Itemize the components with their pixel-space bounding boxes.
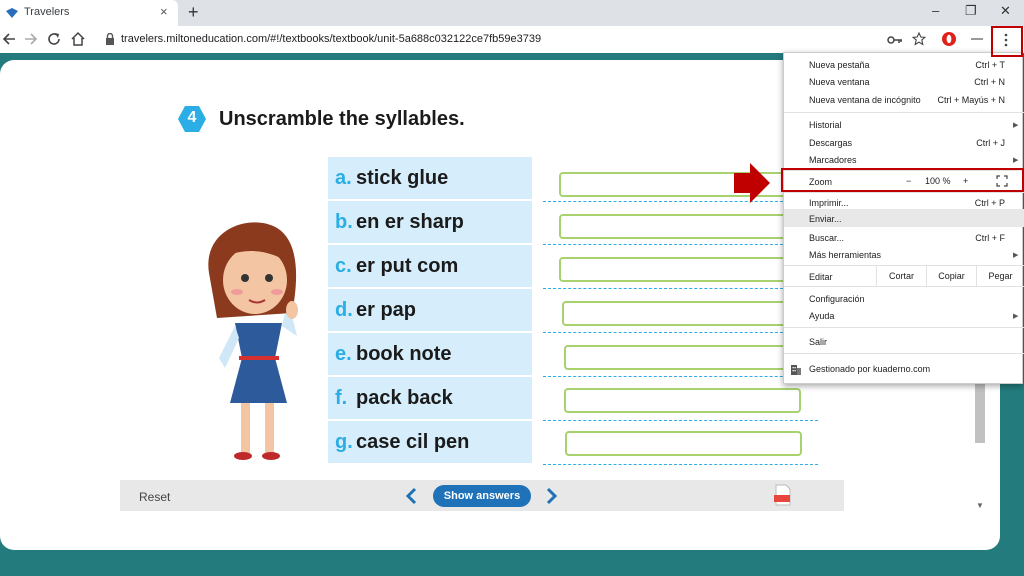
menu-item-edit: Editar — [809, 272, 833, 282]
shortcut-print: Ctrl + P — [974, 198, 1005, 208]
item-letter: g. — [335, 431, 353, 453]
opera-extension-icon[interactable] — [941, 31, 957, 47]
scroll-down-arrow-icon[interactable]: ▼ — [976, 501, 984, 510]
shortcut-new-window: Ctrl + N — [974, 77, 1005, 87]
extension-icon[interactable] — [970, 33, 984, 45]
answer-input-g[interactable] — [565, 431, 802, 456]
item-words: case cil pen — [356, 431, 470, 453]
menu-divider — [784, 192, 1024, 193]
item-words: er put com — [356, 255, 459, 277]
word-item-a — [328, 157, 532, 199]
zoom-out-button[interactable]: − — [906, 176, 912, 186]
travelers-favicon-icon — [6, 8, 18, 18]
back-arrow-icon[interactable] — [1, 31, 17, 47]
menu-item-managed[interactable]: Gestionado por kuaderno.com — [809, 364, 931, 374]
answer-input-d[interactable] — [562, 301, 792, 326]
answer-input-c[interactable] — [559, 257, 789, 282]
submenu-arrow-icon: ▶ — [1013, 157, 1019, 164]
exercise-title: Unscramble the syllables. — [219, 108, 465, 130]
menu-item-settings[interactable]: Configuración — [809, 294, 865, 304]
lock-icon — [105, 33, 115, 45]
menu-item-print[interactable]: Imprimir... — [809, 198, 849, 208]
answer-input-b[interactable] — [559, 214, 789, 239]
address-bar[interactable]: travelers.miltoneducation.com/#!/textbooks/textbook/unit-5a688c032122ce7fb59e3739 — [121, 33, 542, 45]
paste-button[interactable]: Pegar — [976, 266, 1024, 286]
item-words: stick glue — [356, 167, 449, 189]
item-words: pack back — [356, 387, 453, 409]
menu-item-downloads[interactable]: Descargas — [809, 138, 853, 148]
answer-underline — [543, 288, 783, 289]
close-window-button[interactable]: ✕ — [1000, 3, 1011, 18]
exercise-number: 4 — [187, 109, 197, 126]
zoom-in-button[interactable]: + — [963, 176, 969, 186]
browser-main-menu — [783, 52, 1023, 384]
key-icon[interactable] — [887, 34, 903, 46]
copy-button[interactable]: Copiar — [926, 266, 976, 286]
shortcut-incognito: Ctrl + Mayús + N — [937, 95, 1005, 105]
maximize-button[interactable]: ❐ — [965, 3, 977, 18]
zoom-highlight-box — [781, 168, 1024, 192]
submenu-arrow-icon: ▶ — [1013, 252, 1019, 259]
tab-close-icon[interactable]: × — [160, 4, 168, 19]
girl-illustration — [197, 208, 322, 463]
shortcut-downloads: Ctrl + J — [976, 138, 1005, 148]
word-item-e — [328, 333, 532, 375]
shortcut-find: Ctrl + F — [975, 233, 1005, 243]
next-chevron-icon[interactable] — [544, 487, 558, 505]
menu-item-history[interactable]: Historial — [809, 120, 842, 130]
word-item-g — [328, 421, 532, 463]
menu-item-find[interactable]: Buscar... — [809, 233, 845, 243]
new-tab-button[interactable]: + — [188, 2, 199, 22]
menu-item-new-tab[interactable]: Nueva pestaña — [809, 60, 870, 70]
pdf-icon[interactable] — [773, 484, 793, 506]
building-icon — [790, 363, 802, 375]
word-item-f — [328, 377, 532, 419]
answer-underline — [543, 464, 818, 465]
item-letter: e. — [335, 343, 352, 365]
home-icon[interactable] — [70, 31, 86, 47]
menu-item-incognito[interactable]: Nueva ventana de incógnito — [809, 95, 921, 105]
item-letter: b. — [335, 211, 353, 233]
menu-divider — [784, 286, 1024, 287]
menu-item-bookmarks[interactable]: Marcadores — [809, 155, 857, 165]
item-letter: c. — [335, 255, 352, 277]
submenu-arrow-icon: ▶ — [1013, 313, 1019, 320]
item-words: en er sharp — [356, 211, 464, 233]
bookmark-star-icon[interactable] — [912, 32, 926, 46]
answer-underline — [543, 332, 783, 333]
word-item-b — [328, 201, 532, 243]
word-item-c — [328, 245, 532, 287]
menu-item-help[interactable]: Ayuda — [809, 311, 835, 321]
red-pointer-arrow-icon — [734, 163, 770, 203]
answer-input-e[interactable] — [564, 345, 800, 370]
item-letter: f. — [335, 387, 348, 409]
reset-button[interactable]: Reset — [139, 490, 171, 504]
tab-title: Travelers — [24, 6, 70, 18]
item-letter: d. — [335, 299, 353, 321]
item-letter: a. — [335, 167, 352, 189]
answer-underline — [543, 244, 783, 245]
word-item-d — [328, 289, 532, 331]
zoom-level: 100 % — [925, 176, 951, 186]
menu-divider — [784, 327, 1024, 328]
tab-strip — [0, 0, 1024, 26]
answer-underline — [543, 376, 818, 377]
page-scrollbar[interactable] — [975, 383, 985, 443]
cut-button[interactable]: Cortar — [876, 266, 926, 286]
browser-tab[interactable] — [0, 0, 178, 26]
kebab-highlight-box — [991, 26, 1023, 57]
shortcut-new-tab: Ctrl + T — [975, 60, 1005, 70]
menu-item-zoom: Zoom — [809, 177, 833, 187]
menu-item-new-window[interactable]: Nueva ventana — [809, 77, 870, 87]
menu-divider — [784, 353, 1024, 354]
reload-icon[interactable] — [46, 31, 62, 47]
forward-arrow-icon[interactable] — [23, 31, 39, 47]
submenu-arrow-icon: ▶ — [1013, 122, 1019, 129]
menu-divider — [784, 112, 1024, 113]
menu-item-cast[interactable]: Enviar... — [809, 214, 842, 224]
answer-underline — [543, 420, 818, 421]
answer-input-f[interactable] — [564, 388, 801, 413]
item-words: book note — [356, 343, 452, 365]
menu-item-exit[interactable]: Salir — [809, 337, 828, 347]
show-answers-button[interactable]: Show answers — [433, 485, 531, 507]
previous-chevron-icon[interactable] — [405, 487, 419, 505]
menu-item-more-tools[interactable]: Más herramientas — [809, 250, 882, 260]
minimize-button[interactable]: – — [932, 3, 940, 18]
item-words: er pap — [356, 299, 417, 321]
